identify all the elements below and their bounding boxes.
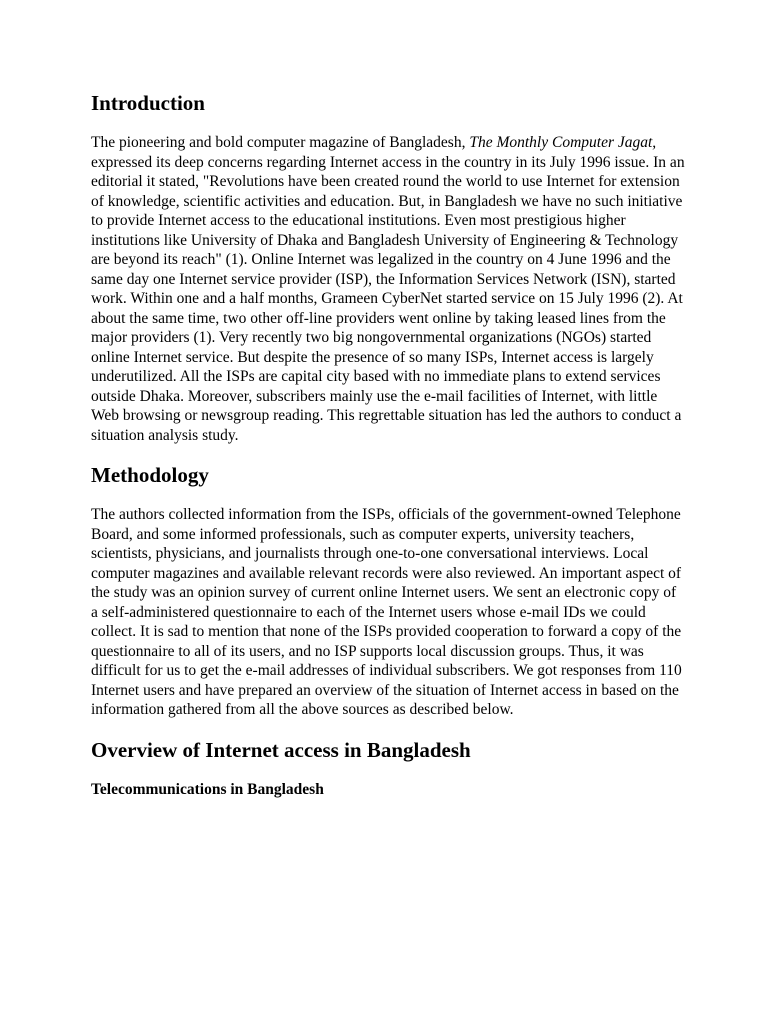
methodology-paragraph: The authors collected information from the ISPs, officials of the government-owned Telephone Board, and some informed professionals, such as computer experts, university teachers, scientists, physicians, and journalists through one-to-one conversational interviews. Local computer magazines and available relevant records were also reviewed. An important aspect of the study was an opinion survey of current online Internet users. We sent an electronic copy of a self-administered questionnaire to each of the Internet users whose e-mail IDs we could collect. It is sad to mention that none of the ISPs provided cooperation to forward a copy of the questionnaire to all of its users, and no ISP supports local discussion groups. Thus, it was difficult for us to get the e-mail addresses of individual subscribers. We got responses from 110 Internet users and have prepared an overview of the situation of Internet access in based on the information gathered from all the above sources as described below. [91,506,682,718]
overview-heading: Overview of Internet access in Bangladesh [91,737,471,762]
introduction-heading: Introduction [91,91,205,115]
methodology-heading: Methodology [91,463,209,487]
document-content [91,89,685,800]
introduction-text-part1: The pioneering and bold computer magazine of Bangladesh, [91,134,470,151]
introduction-text-part2: expressed its deep concerns regarding Internet access in the country in its July 1996 issue. In an editorial it stated, "Revolutions have been created round the world to use Internet for extension of knowledge, scientific activities and education. But, in Bangladesh we have no such initiative to provide Internet access to the educational institutions. Even most prestigious higher institutions like University of Dhaka and Bangladesh University of Engineering & Technology are beyond its reach" (1). Online Internet was legalized in the country on 4 June 1996 and the same day one Internet service provider (ISP), the Information Services Network (ISN), started work. Within one and a half months, Grameen CyberNet started service on 15 July 1996 (2). At about the same time, two other off-line providers went online by taking leased lines from the major providers (1). Very recently two big nongovernmental organizations (NGOs) started online Internet service. But despite the presence of so many ISPs, Internet access is largely underutilized. All the ISPs are capital city based with no immediate plans to extend services outside Dhaka. Moreover, subscribers mainly use the e-mail facilities of Internet, with little Web browsing or newsgroup reading. This regrettable situation has led the authors to conduct a situation analysis study. [91,153,685,444]
telecommunications-subheading: Telecommunications in Bangladesh [91,780,324,798]
introduction-paragraph [91,133,685,445]
magazine-title: The Monthly Computer Jagat, [469,134,657,151]
